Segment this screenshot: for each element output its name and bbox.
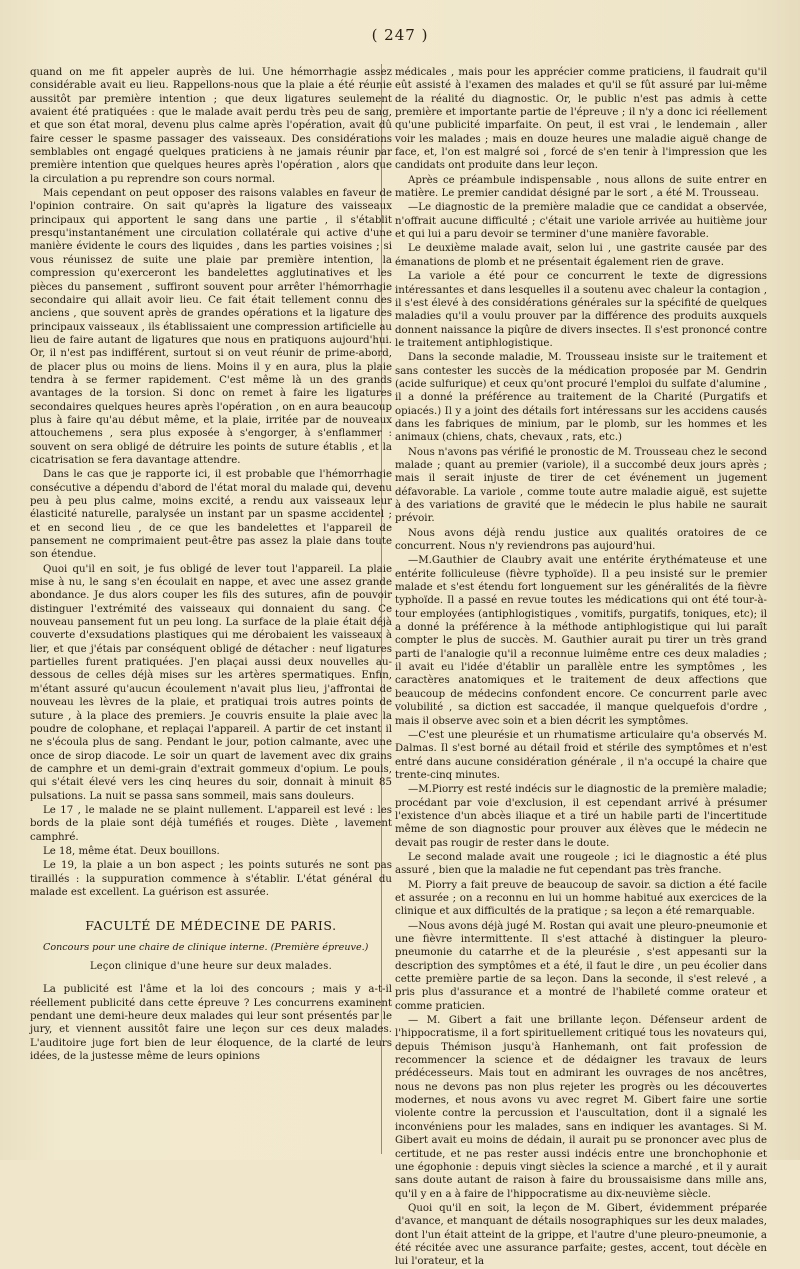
paragraph: Quoi qu'il en soit, la leçon de M. Gibert, évidemment préparée d'avance, et manquant de détails nosographiques sur les deux malades, dont l'un était atteint de la grippe, et l'autre d'une pleuro-pneumonie, a été récitée avec une assurance parfaite; gestes, accent, tout décèle en lui l'orateur, et la: [395, 1202, 767, 1268]
paragraph: M. Piorry a fait preuve de beaucoup de savoir. sa diction a été facile et assurée ; on a reconnu en lui un homme habitué aux exercices de la clinique et aux difficultés de la pratique ; sa leçon a été remarquable.: [395, 879, 767, 918]
paragraph: —Le diagnostic de la première maladie que ce candidat a observée, n'offrait aucune difficulté ; c'était une variole arrivée au huitième jour et qui lui a paru devoir se terminer d'une manière favorable.: [395, 202, 767, 241]
paragraph: Le deuxième malade avait, selon lui , une gastrite causée par des émanations de plomb et ne présentait également rien de grave.: [395, 243, 767, 268]
paragraph: Le 18, même état. Deux bouillons.: [43, 845, 220, 857]
paragraph: La publicité est l'âme et la loi des concours ; mais y a-t-il réellement publicité dans cette épreuve ? Les concurrens examinent pendant une demi-heure deux malades qui leur sont présentés par le jury, et viennent aussitôt faire une leçon sur ces deux malades. L'auditoire juge fort bien de leur éloquence, de la clarté de leurs idées, de la justesse même de leurs opinions: [30, 984, 392, 1063]
paragraph: Nous avons déjà rendu justice aux qualités oratoires de ce concurrent. Nous n'y reviendrons pas aujourd'hui.: [395, 527, 767, 553]
paragraph: Le second malade avait une rougeole ; ici le diagnostic a été plus assuré , bien que la maladie ne fut cependant pas très franche.: [395, 851, 767, 877]
lesson-title: Leçon clinique d'une heure sur deux malades.: [90, 961, 332, 972]
paragraph: —C'est une pleurésie et un rhumatisme articulaire qu'a observés M. Dalmas. Il s'est borné au détail froid et stérile des symptômes et n'est entré dans aucune considération générale , il n'a occupé la chaire que trente-cinq minutes.: [395, 729, 767, 781]
contest-subtitle: [30, 941, 392, 954]
paragraph: La variole a été pour ce concurrent le texte de digressions intéressantes et dans lesquelles il a soutenu avec chaleur la contagion , il s'est élevé à des considérations générales sur la spécifité de quelques maladies qu'il a voulu prouver par la différence des produits auxquels donnent naissance la piqûre de divers insectes. Il s'est prononcé contre le traitement antiphlogistique.: [395, 271, 767, 349]
paragraph: médicales , mais pour les apprécier comme praticiens, il faudrait qu'il eût assisté à l'examen des malades et qu'il se fût assuré par lui-même de la réalité du diagnostic. Or, le public n'est pas admis à cette première et importante partie de l'épreuve ; il n'y a donc ici réellement qu'une publicité imparfaite. On peut, il est vrai , le lendemain , aller voir les malades ; mais en douze heures une maladie aiguë change de face, et, l'on est malgré soi , forcé de s'en tenir à l'impression que les candidats ont produite dans leur leçon.: [395, 67, 767, 172]
paragraph: quand on me fit appeler auprès de lui. Une hémorrhagie assez considérable avait eu lieu. Rappellons-nous que la plaie a été réunie aussitôt par première intention ; que deux ligatures seulement avaient été pratiquées : que le malade avait perdu très peu de sang, et que son état moral, devenu plus calme après l'opération, avait dû faire cesser le spasme passager des vaisseaux. Des considérations semblables ont engagé quelques praticiens à ne jamais réunir par première intention que quelques heures après l'opération , alors que la circulation a pu reprendre son cours normal.: [30, 67, 392, 185]
paragraph: —M.Piorry est resté indécis sur le diagnostic de la première maladie; procédant par voie d'exclusion, il est cependant arrivé à présumer l'existence d'un abcès iliaque et a tiré un habile parti de l'incertitude même de son diagnostic pour prouver aux élèves que le médecin ne devait pas rougir de rester dans le doute.: [395, 784, 767, 849]
paragraph: — M. Gibert a fait une brillante leçon. Défenseur ardent de l'hippocratisme, il a fort spirituellement critiqué tous les novateurs qui, depuis Thémison jusqu'à Hanhemanh, ont fait profession de recommencer la science et de dédaigner les travaux de leurs prédécesseurs. Mais tout en admirant les ouvrages de nos ancêtres, nous ne devons pas non plus rejeter les progrès ou les découvertes modernes, et nous avons vu avec regret M. Gibert faire une sortie violente contre la percussion et l'auscultation, dont il a signalé les inconvéniens pour les malades, sans en indiquer les avantages. Si M. Gibert avait eu moins de dédain, il aurait pu se prononcer avec plus de certitude, et ne pas rester aussi indécis entre une bronchophonie et une égophonie : depuis vingt siècles la science a marché , et il y aurait sans doute autant de raison à faire du broussaisisme dans mille ans, qu'il y en a à faire de l'hippocratisme au dix-neuvième siècle.: [395, 1015, 767, 1200]
left-column: [30, 66, 392, 1152]
paragraph: Quoi qu'il en soit, je fus obligé de lever tout l'appareil. La plaie mise à nu, le sang s'en écoulait en nappe, et avec une assez grande abondance. Je dus alors couper les fils des sutures, afin de pouvoir distinguer l'extrémité des vaisseaux qui donnaient du sang. Ce nouveau pansement fut un peu long. La surface de la plaie était déjà couverte d'exsudations plastiques qui me dérobaient les vaisseaux à lier, et que j'étais par conséquent obligé de détacher : neuf ligatures partielles furent pratiquées. J'en plaçai aussi deux nouvelles au-dessous de celles déjà mises sur les artères spermatiques. Enfin, m'étant assuré qu'aucun écoulement n'avait plus lieu, j'affrontai de nouveau les lèvres de la plaie, et pratiquai trois autres points de suture , à la place des premiers. Je couvris ensuite la plaie avec la poudre de colophane, et replaçai l'appareil. A partir de cet instant il ne s'écoula plus de sang. Pendant le jour, potion calmante, avec une once de sirop diacode. Le soir un quart de lavement avec dix grains de camphre et un demi-grain d'extrait gommeux d'opium. Le pouls, qui s'était élevé vers les cinq heures du soir, donnait à minuit 85 pulsations. La nuit se passa sans sommeil, mais sans douleurs.: [30, 563, 392, 802]
paragraph: Dans le cas que je rapporte ici, il est probable que l'hémorrhagie consécutive a dépendu d'abord de l'état moral du malade qui, devenu peu à peu plus calme, moins excité, a rendu aux vaisseaux leur élasticité naturelle, paralysée un instant par un spasme accidentel ; et en second lieu , de ce que les bandelettes et l'appareil de pansement ne comprimaient peut-être pas assez la plaie dans toute son étendue.: [30, 469, 392, 561]
section-title: FACULTÉ DE MÉDECINE DE PARIS.: [85, 918, 337, 934]
paragraph: —M.Gauthier de Claubry avait une entérite érythémateuse et une entérite folliculeuse (fièvre typhoïde). Il a peu insisté sur le premier malade et s'est étendu fort longuement sur les généralités de la fièvre typhoïde. Il a passé en revue toutes les médications qui ont été tour-à-tour employées (antiphlogistiques , vomitifs, purgatifs, toniques, etc); il a donné la préférence à la méthode antiphlogistique qui lui paraît compter le plus de succès. M. Gauthier aurait pu tirer un très grand parti de l'analogie qu'il a reconnue luimême entre ces deux maladies ; il avait eu l'idée d'établir un parallèle entre les symptômes , les caractères anatomiques et le traitement de deux affections que beaucoup de médecins confondent encore. Ce concurrent parle avec volubilité , sa diction est saccadée, il manque quelquefois d'ordre , mais il observe avec soin et a bien décrit les symptômes.: [395, 555, 767, 727]
contest-line: Concours pour une chaire de clinique interne. (Première épreuve.): [43, 941, 369, 953]
paragraph: —Nous avons déjà jugé M. Rostan qui avait une pleuro-pneumonie et une fièvre intermittente. Il s'est attaché à distinguer la pleuro-pneumonie du catarrhe et de la pleurésie , s'est appesanti sur la description des symptômes et a été, il faut le dire , un peu écolier dans cette première partie de sa leçon. Dans la seconde, il s'est relevé , a pris plus d'assurance et a montré de l'habileté comme orateur et comme praticien.: [395, 920, 767, 1012]
paragraph: Nous n'avons pas vérifié le pronostic de M. Trousseau chez le second malade ; quant au premier (variole), il a succombé deux jours après ; mais il serait injuste de tirer de cet événement un jugement défavorable. La variole , comme toute autre maladie aiguë, est sujette à des variations de gravité que le médecin le plus habile ne saurait prévoir.: [395, 446, 767, 525]
page-number: ( 247 ): [371, 26, 429, 44]
paragraph: Mais cependant on peut opposer des raisons valables en faveur de l'opinion contraire. On sait qu'après la ligature des vaisseaux principaux qui apportent le sang dans une partie , il s'établit presqu'instantanément une circulation collatérale qui active d'une manière évidente le cours des liquides , dans les parties voisines ; si vous réunissez de suite une plaie par première intention, la compression qu'exerceront les bandelettes agglutinatives et les pièces du pansement , suffiront souvent pour arrêter l'hémorrhagie secondaire qui allait avoir lieu. Ce fait était tellement connu des anciens , que souvent après de grandes opérations et la ligature des principaux vaisseaux , ils établissaient une compression artificielle au lieu de faire autant de ligatures que nous en pratiquons aujourd'hui. Or, il n'est pas indifférent, surtout si on veut réunir de prime-abord, de placer plus ou moins de liens. Moins il y en aura, plus la plaie tendra à se fermer rapidement. C'est même là un des grands avantages de la torsion. Si donc on remet à faire les ligatures secondaires quelques heures après l'opération , on en aura beaucoup plus à faire qu'au début même, et la plaie, irritée par de nouveaux attouchemens , sera plus exposée à s'engorger, à s'enflammer : souvent on sera obligé de détruire les points de suture établis , et la cicatrisation se fera davantage attendre.: [30, 188, 392, 466]
paragraph: Le 19, la plaie a un bon aspect ; les points suturés ne sont pas tiraillés : la suppuration commence à s'établir. L'état général du malade est excellent. La guérison est assurée.: [30, 860, 392, 898]
paragraph: Dans la seconde maladie, M. Trousseau insiste sur le traitement et sans contester les succès de la médication proposée par M. Gendrin (acide sulfurique) et ceux qu'ont procuré l'emploi du sulfate d'alumine , il a donné la préférence au traitement de la Charité (Purgatifs et opiacés.) Il y a joint des détails fort intéressans sur les accidens causés dans les fabriques de minium, par le plomb, sur les hommes et les animaux (chiens, chats, chevaux , rats, etc.): [395, 352, 767, 444]
paragraph: Le 17 , le malade ne se plaint nullement. L'appareil est levé : les bords de la plaie sont déjà tuméfiés et rouges. Diète , lavement camphré.: [30, 804, 392, 843]
paragraph: Après ce préambule indispensable , nous allons de suite entrer en matière. Le premier candidat désigné par le sort , a été M. Trousseau.: [395, 174, 767, 200]
right-column: [395, 66, 767, 1268]
